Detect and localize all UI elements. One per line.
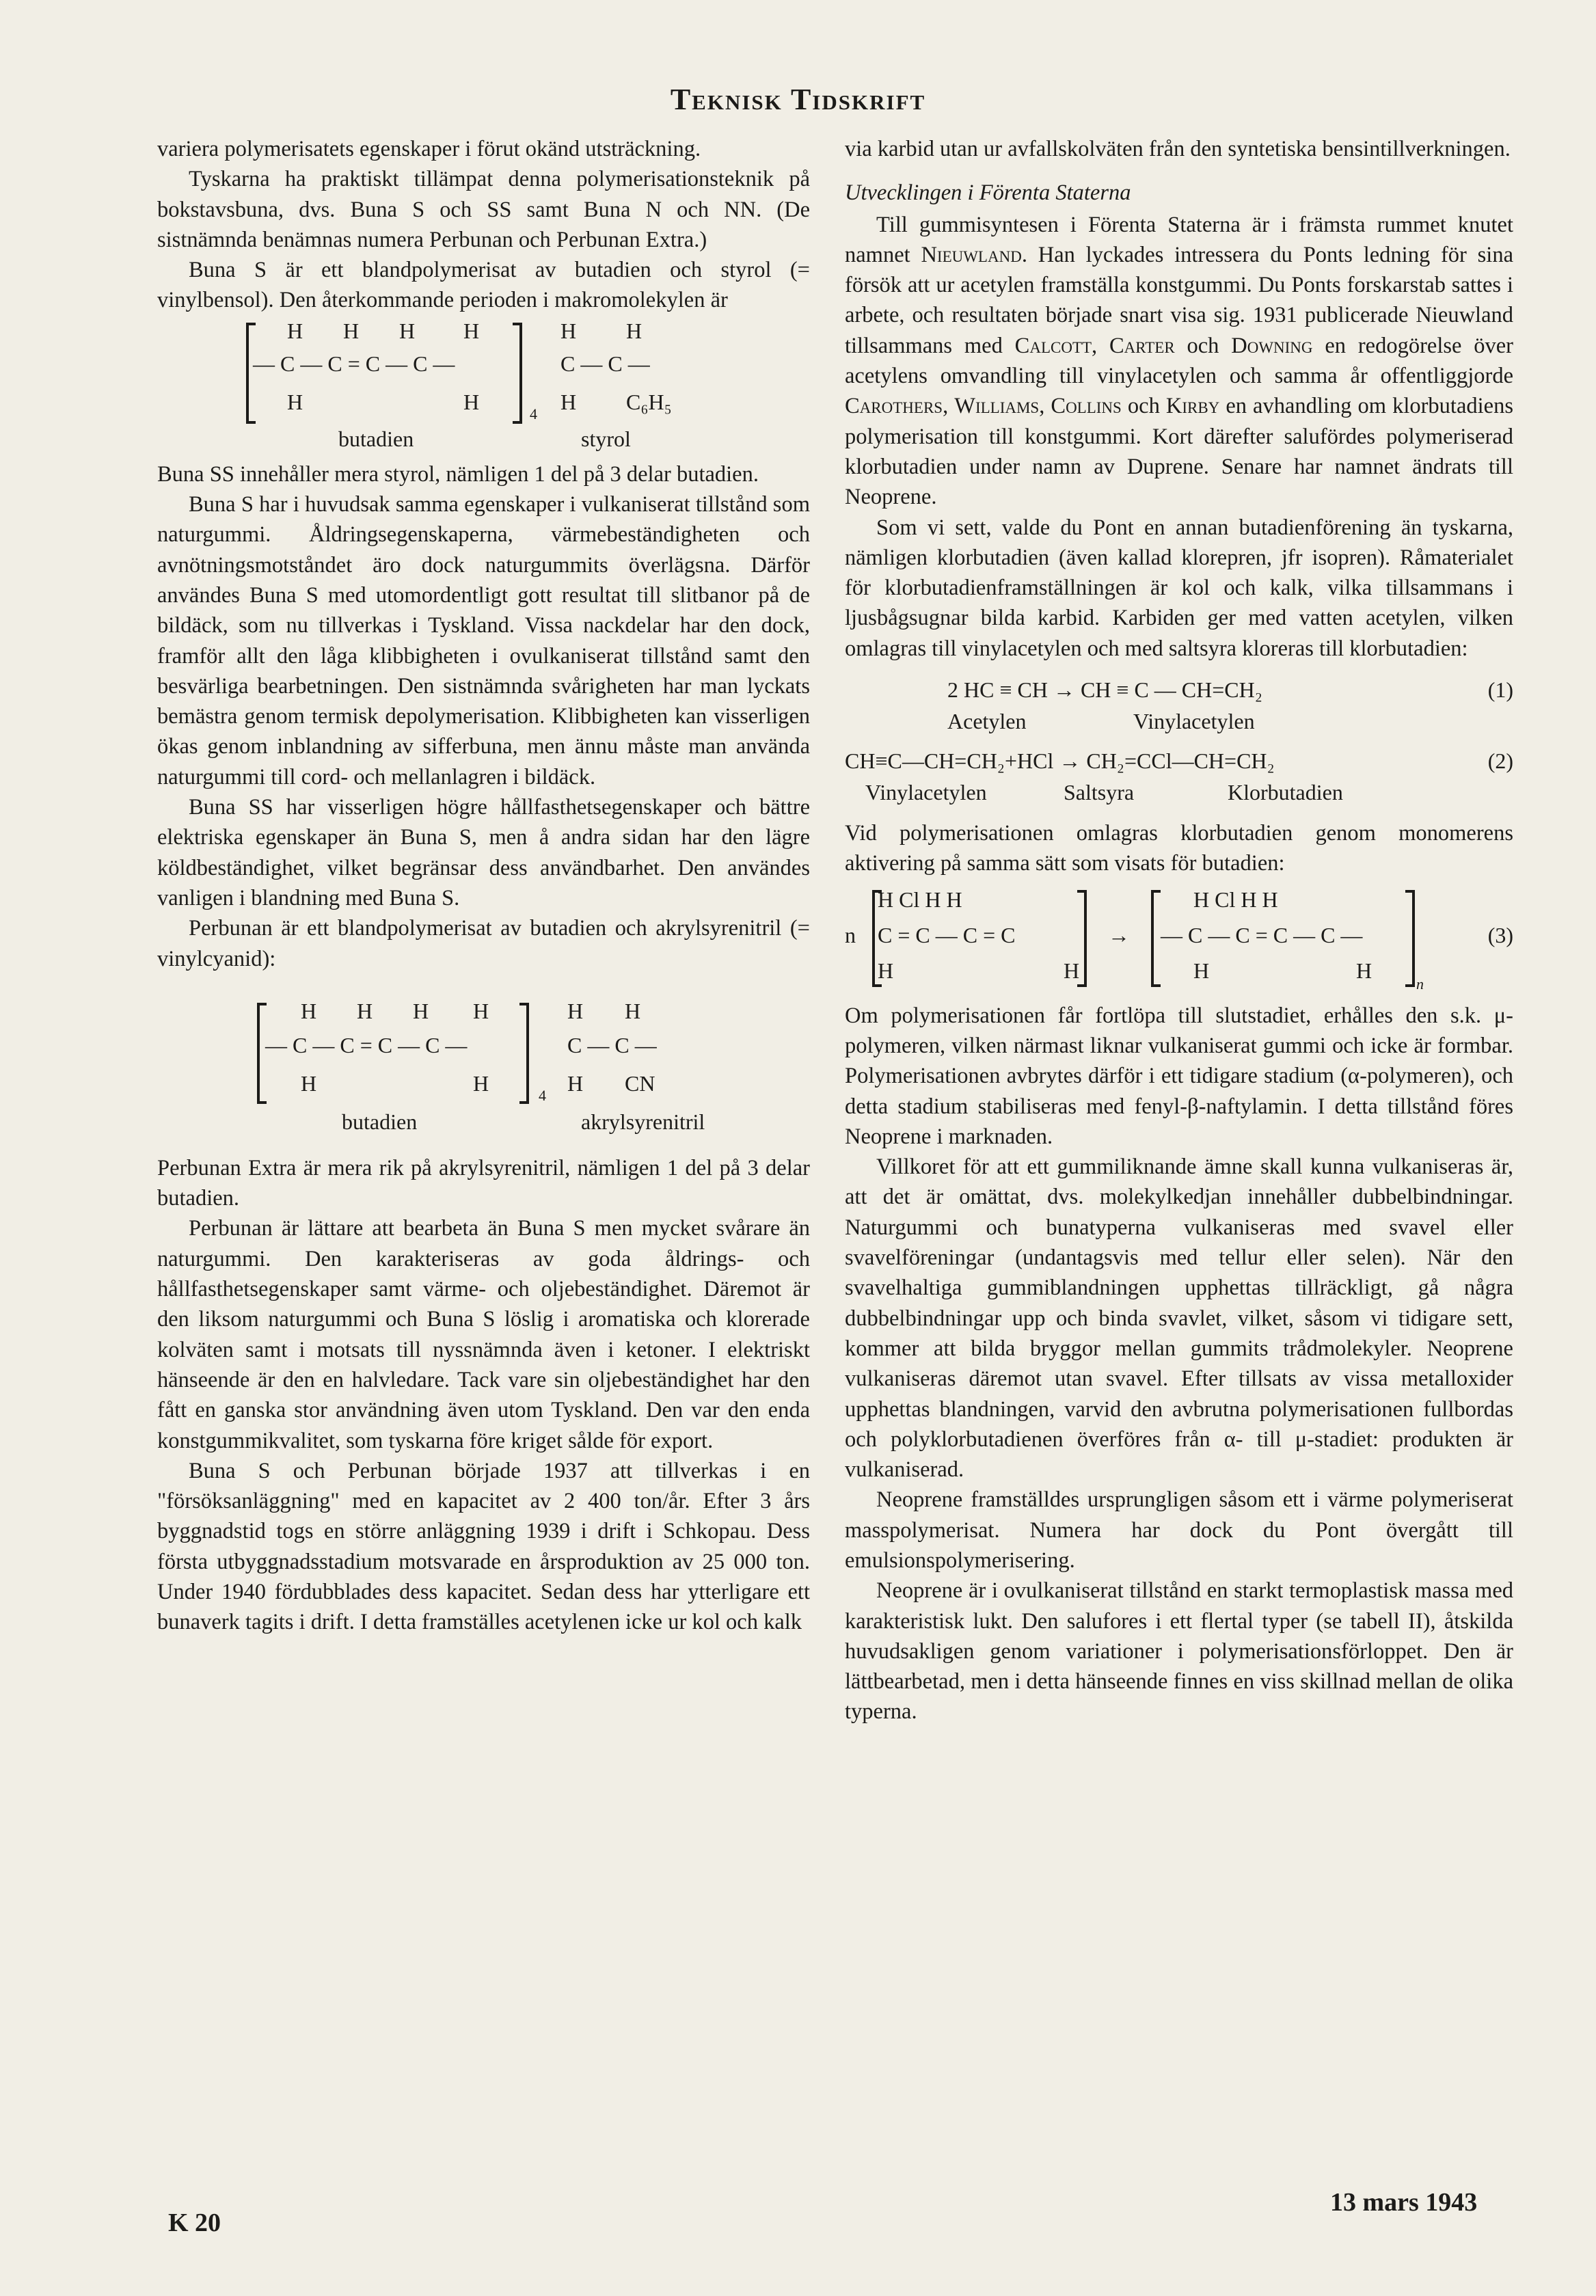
group-c6h5: C₆H₅ (626, 389, 672, 414)
equation-text: 2 HC ≡ CH → CH ≡ C — CH=CH₂ (947, 677, 1262, 703)
equation-number: (2) (1487, 748, 1513, 774)
chain-styrol: C — C — (560, 351, 650, 376)
journal-header: Teknisk Tidskrift (670, 83, 926, 116)
paragraph: Neoprene framställdes ursprungligen såsom ett i värme polymeriserat masspolymerisat. Numera har dock du Pont övergått till emulsionspolymerisering. (845, 1487, 1513, 1573)
subscript: 4 (530, 405, 537, 422)
paragraph (845, 210, 1513, 513)
paragraph: Buna SS innehåller mera styrol, nämligen 1 del på 3 delar butadien. (157, 461, 759, 487)
paragraph: Buna S är ett blandpolymerisat av butadien och styrol (= vinylbensol). Den återkommande perioden i makromolekylen är (157, 258, 810, 313)
atom-h: H (473, 998, 489, 1023)
atom-h: H (301, 1070, 317, 1096)
equation-2-labels (845, 776, 1513, 807)
label-vinylacetylen: Vinylacetylen (865, 780, 987, 805)
atoms-top: H Cl H H (1193, 887, 1278, 912)
reaction-arrow: → (1108, 922, 1130, 947)
chain-akrylsyrenitril: C — C — (567, 1032, 657, 1057)
text-run: , (1039, 394, 1051, 419)
atom-h: H (567, 998, 584, 1023)
page-number: K 20 (168, 2209, 221, 2237)
formula-butadien-akrylsyrenitril (157, 989, 810, 1153)
paragraph: Om polymerisationen får fortlöpa till slutstadiet, erhålles den s.k. μ-polymeren, vilken närmast liknar vulkaniserat gummi och icke är formbar. Polymerisationen avbrytes därför i ett tidigare stadium (α-polymeren), och detta stadium stabiliseras med fenyl-β-naftylamin. I detta tillstånd föres Neoprene i marknaden. (845, 1003, 1513, 1149)
paragraph: variera polymerisatets egenskaper i förut okänd utsträckning. (157, 137, 701, 161)
equation-1 (845, 673, 1513, 705)
atom-h: H (343, 318, 360, 343)
paragraph: Vid polymerisationen omlagras klorbutadien genom monomerens aktivering på samma sätt som visats för butadien: (845, 821, 1513, 876)
subscript-n: n (1416, 975, 1424, 992)
atom-h: H (1193, 958, 1210, 983)
monomer-chain: C = C — C = C (878, 922, 1016, 947)
text-run: . Han lyckades intressera du Ponts ledning för sina försök att ur acetylen framställa konstgummi. Du Ponts forskarstab sattes i arbete, och resultaten började snart visa sig. 1931 publicerade Nieuwland tillsammans med (845, 242, 1513, 358)
left-column (157, 134, 810, 1638)
author-name: Carter (1109, 333, 1175, 358)
paragraph: Neoprene är i ovulkaniserat tillstånd en starkt termoplastisk massa med karakteristisk lukt. Den salufores i ett flertal typer (se tabell II), åtskilda huvudsakligen genom variationer i polymerisationsförloppet. Den är lättbearbetad, men i detta hänseende finnes en viss skillnad mellan de olika typerna. (845, 1578, 1513, 1725)
chain-butadien: — C — C = C — C — (265, 1032, 468, 1057)
paragraph: Perbunan Extra är mera rik på akrylsyrenitril, nämligen 1 del på 3 delar butadien. (157, 1155, 810, 1211)
atom-h: H (473, 1070, 489, 1096)
atom-h: H (463, 389, 480, 414)
bracket-right (513, 323, 522, 424)
text-run: Till gummisyntesen i Förenta Staterna är i främsta rummet knutet namnet (845, 212, 1513, 267)
bracket-right (519, 1003, 529, 1104)
group-cn: CN (625, 1070, 655, 1096)
atom-h: H (463, 318, 480, 343)
coefficient-n: n (845, 922, 856, 947)
atoms-top: H Cl H H (878, 887, 962, 912)
paragraph: Buna S har i huvudsak samma egenskaper i vulkaniserat tillstånd som naturgummi. Åldringsegenskaperna, värmebeständigheten och avnötningsmotståndet äro dock naturgummits överlägsna. Därför användes Buna S med utomordentligt gott resultat till slitbanor på de bildäck, som nu tillverkas i Tyskland. Vissa nackdelar har den dock, framför allt den låga klibbigheten i ovulkaniserat tillstånd samt den besvärliga bearbetningen. Den sistnämnda svårigheten har man lyckats bemästra genom termisk depolymerisation. Klibbigheten kan visserligen ökas genom inblandning av sifferbuna, men ännu måste man använda naturgummi till cord- och mellanlagren i bildäck. (157, 492, 810, 789)
paragraph: Villkoret för att ett gummiliknande ämne skall kunna vulkaniseras är, att det är omättat, dvs. molekylkedjan innehåller dubbelbindningar. Naturgummi och bunatyperna vulkaniseras med svavel eller svavelföreningar (undantagsvis med tellur eller selen). När den svavelhaltiga gummiblandningen upphettas tillräckligt, gå några dubbelbindningar upp och binda svavlet, vilket, såsom vi tidigare sett, kommer att bilda bryggor mellan gummits trådmolekyler. Neoprene vulkaniseras däremot utan svavel. Efter tillsats av vissa metalloxider upphettas blandningen, varvid den avbrutna polymerisationen fullbordas och polyklorbutadienen överföres från α- till μ-stadiet: produkten är vulkaniserad. (845, 1154, 1513, 1483)
section-heading: Utvecklingen i Förenta Staterna (845, 180, 1131, 206)
label-akrylsyrenitril: akrylsyrenitril (581, 1109, 705, 1134)
polymer-chain: — C — C = C — C — (1161, 922, 1363, 947)
author-name: Williams (954, 394, 1040, 419)
atom-h: H (1356, 958, 1372, 983)
atom-h: H (301, 998, 317, 1023)
paragraph: Buna SS har visserligen högre hållfasthetsegenskaper och bättre elektriska egenskaper än Buna S, men å andra sidan har den lägre köldbeständighet, vilket begränsar dess användbarhet. Den användes vanligen i blandning med Buna S. (157, 795, 810, 910)
atom-h: H (878, 958, 894, 983)
atom-h: H (1064, 958, 1080, 983)
paragraph: Tyskarna ha praktiskt tillämpat denna polymerisationsteknik på bokstavsbuna, dvs. Buna S och SS samt Buna N och NN. (De sistnämnda benämnas numera Perbunan och Perbunan Extra.) (157, 167, 810, 252)
paragraph: Perbunan är lättare att bearbeta än Buna S men mycket svårare än naturgummi. Den karakteriseras av goda åldrings- och hållfasthetsegenskaper samt värme- och oljebeständighet. Däremot är den liksom naturgummi och Buna S löslig i aromatiska och klorerade kolväten samt i motsats till nyssnämnda även i ketoner. I elektriskt hänseende är den en halvledare. Tack vare sin oljebeständighet har den fått en ganska stor användning även utom Tyskland. Den var den enda konstgummikvalitet, som tyskarna före kriget sålde för export. (157, 1216, 810, 1453)
author-name: Nieuwland (921, 242, 1022, 267)
atom-h: H (413, 998, 429, 1023)
label-styrol: styrol (581, 426, 631, 451)
atom-h: H (567, 1070, 584, 1096)
label-butadien: butadien (338, 426, 414, 451)
author-name: Collins (1051, 394, 1122, 419)
subscript: 4 (539, 1086, 546, 1104)
text-run: och (1121, 394, 1166, 419)
equation-number: (3) (1487, 922, 1513, 947)
atom-h: H (399, 318, 416, 343)
paragraph: Som vi sett, valde du Pont en annan butadienförening än tyskarna, nämligen klorbutadien (även kallad klorepren, jfr isopren). Råmaterialet för klorbutadienframställningen är kol och kalk, vilka tillsammans i ljusbågsugnar bilda karbid. Karbiden ger med vatten acetylen, vilken omlagras till vinylacetylen och med saltsyra kloreras till klorbutadien: (845, 515, 1513, 661)
formula-polymerisation (845, 884, 1513, 1001)
paragraph: Buna S och Perbunan började 1937 att tillverkas i en "försöksanläggning" med en kapacitet av 2 400 ton/år. Efter 3 års byggnadstid togs en större anläggning 1939 i drift i Schkopau. Dess första utbyggnadsstadium motsvarade en årsproduktion av 25 000 ton. Under 1940 fördubblades dess kapacitet. Sedan dess har ytterligare ett bunaverk tagits i drift. I detta framställes acetylenen icke ur kol och kalk (157, 1458, 810, 1635)
author-name: Carothers (845, 394, 943, 419)
label-acetylen: Acetylen (947, 709, 1027, 734)
text-run: och (1174, 333, 1232, 358)
chain-butadien: — C — C = C — C — (253, 351, 455, 376)
author-name: Downing (1231, 333, 1313, 358)
atom-h: H (287, 318, 303, 343)
text-run: en avhandling om klorbutadiens polymerisation till konstgummi. Kort därefter salufördes polymeriserad klorbutadien under namn av Duprene. Senare har namnet ändrats till Neoprene. (845, 394, 1513, 510)
label-klorbutadien: Klorbutadien (1228, 780, 1343, 805)
atom-h: H (626, 318, 643, 343)
text-run: , (943, 394, 955, 419)
atom-h: H (560, 318, 577, 343)
atom-h: H (287, 389, 303, 414)
label-butadien: butadien (342, 1109, 418, 1134)
label-vinylacetylen: Vinylacetylen (1133, 709, 1255, 734)
atom-h: H (560, 389, 577, 414)
text-run: en redogörelse över acetylens omvandling till vinylacetylen och samma år offentliggjorde (845, 333, 1513, 389)
label-saltsyra: Saltsyra (1064, 780, 1135, 805)
author-name: Calcott (1014, 333, 1092, 358)
paragraph: Perbunan är ett blandpolymerisat av butadien och akrylsyrenitril (= vinylcyanid): (157, 916, 810, 971)
equation-2 (845, 744, 1513, 776)
text-run: , (1092, 333, 1109, 358)
author-name: Kirby (1165, 394, 1220, 419)
formula-butadien-styrol (157, 316, 810, 459)
equation-text: CH≡C—CH=CH₂+HCl → CH₂=CCl—CH=CH₂ (845, 748, 1275, 774)
bracket-right (1405, 890, 1415, 987)
issue-date: 13 mars 1943 (1330, 2188, 1478, 2217)
paragraph: via karbid utan ur avfallskolväten från den syntetiska bensintillverkningen. (845, 137, 1511, 161)
equation-number: (1) (1487, 677, 1513, 703)
atom-h: H (357, 998, 373, 1023)
equation-1-labels (845, 705, 1513, 736)
bracket-left (1151, 890, 1161, 987)
right-column (845, 134, 1513, 1727)
atom-h: H (625, 998, 641, 1023)
